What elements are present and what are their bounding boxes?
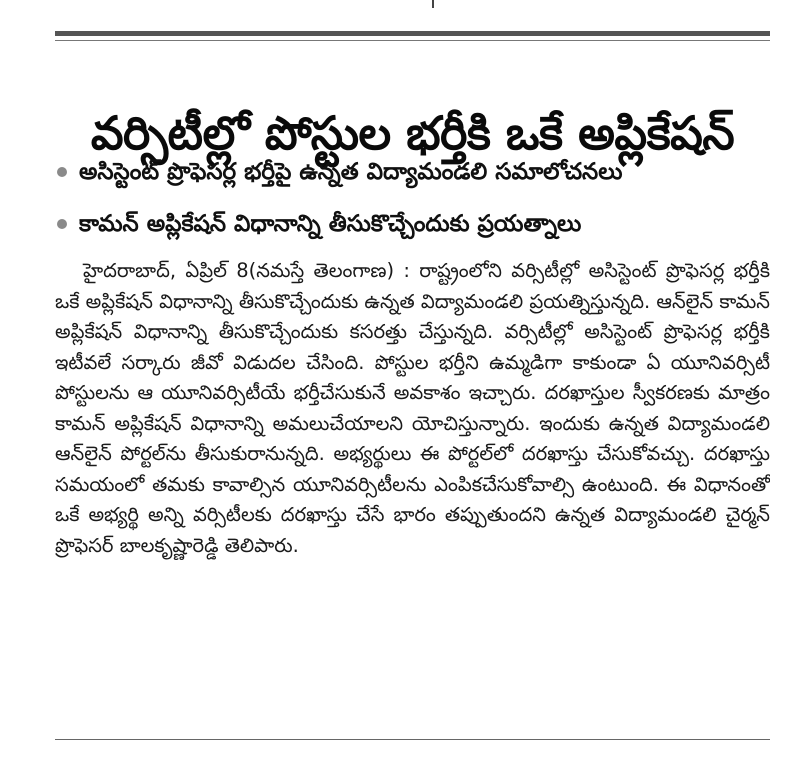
subhead-2 — [55, 204, 770, 244]
column-tick-mark — [432, 0, 434, 8]
article-body: హైదరాబాద్, ఏప్రిల్ 8(నమస్తే తెలంగాణ) : రాష్ట్రంలోని వర్సిటీల్లో అసిస్టెంట్ ప్రొఫెసర్ల భర్తీకి ఒకే అప్లికేషన్ విధానాన్ని తీసుకొచ్చేందుకు ఉన్నత విద్యామండలి ప్రయత్నిస్తున్నది. ఆన్‌లైన్ కామన్ అప్లికేషన్ విధానాన్ని తీసుకొచ్చేందుకు కసరత్తు చేస్తున్నది. వర్సిటీల్లో అసిస్టెంట్ ప్రొఫెసర్ల భర్తీకి ఇటీవలే సర్కారు జీవో విడుదల చేసింది. పోస్టుల భర్తీని ఉమ్మడిగా కాకుండా ఏ యూనివర్సిటీ పోస్టులను ఆ యూనివర్సిటీయే భర్తీచేసుకునే అవకాశం ఇచ్చారు. దరఖాస్తుల స్వీకరణకు మాత్రం కామన్ అప్లికేషన్ విధానాన్ని అమలుచేయాలని యోచిస్తున్నారు. ఇందుకు ఉన్నత విద్యామండలి ఆన్‌లైన్ పోర్టల్‌ను తీసుకురానున్నది. అభ్యర్థులు ఈ పోర్టల్‌లో దరఖాస్తు చేసుకోవచ్చు. దరఖాస్తు సమయంలో తమకు కావాల్సిన యూనివర్సిటీలను ఎంపికచేసుకోవాల్సి ఉంటుంది. ఈ విధానంతో ఒకే అభ్యర్థి అన్ని వర్సిటీలకు దరఖాస్తు చేసే భారం తప్పుతుందని ఉన్నత విద్యామండలి చైర్మన్ ప్రొఫెసర్ బాలకృష్ణారెడ్డి తెలిపారు. — [55, 259, 770, 557]
subhead-text: కామన్ అప్లికేషన్ విధానాన్ని తీసుకొచ్చేందుకు ప్రయత్నాలు — [79, 211, 582, 237]
bottom-rule — [55, 739, 770, 740]
bullet-icon — [57, 219, 67, 229]
subheads — [55, 152, 770, 256]
top-rule-thin — [55, 40, 770, 41]
article-headline: వర్సిటీల్లో పోస్టుల భర్తీకి ఒకే అప్లికేషన్ — [90, 105, 735, 160]
bullet-icon — [57, 167, 67, 177]
subhead-text: అసిస్టెంట్ ప్రొఫెసర్ల భర్తీపై ఉన్నత విద్యామండలి సమాలోచనలు — [79, 159, 623, 185]
subhead-1 — [55, 152, 770, 192]
top-rule — [55, 31, 770, 36]
